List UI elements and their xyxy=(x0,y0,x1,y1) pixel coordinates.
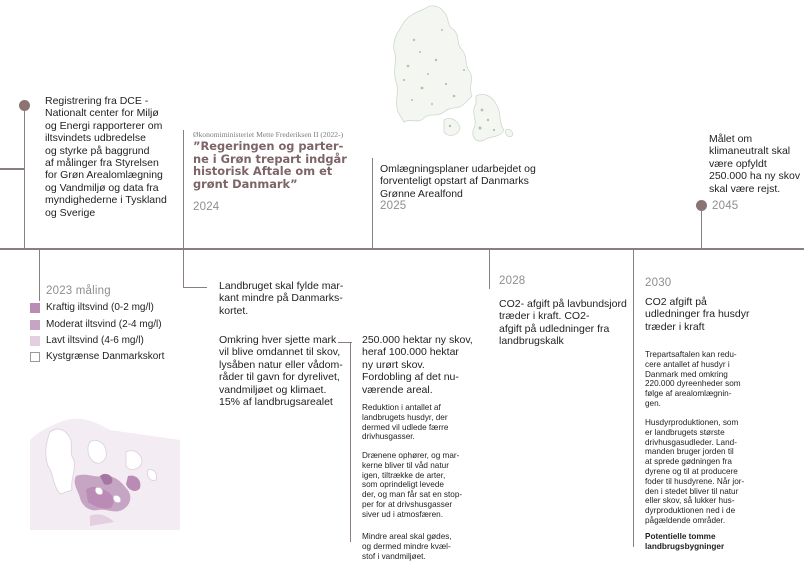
legend-label-kraftig: Kraftig iltsvind (0-2 mg/l) xyxy=(46,302,154,313)
event-2023-text: Registrering fra DCE - Nationalt center for Miljø og Energi rapporterer om iltsvindets udbredelse og styrke på baggrund af målinger fra Styrelsen for Grøn Arealomlægning og Vandmiljø og data fra myndighederne i Tyskland og Sverige xyxy=(45,95,167,219)
legend-item-kyst xyxy=(30,351,164,362)
event-2024-below-1: Landbruget skal fylde mar- kant mindre på Danmarks- kortet. xyxy=(219,280,344,317)
forest-note-1: Reduktion i antallet af landbrugets husdyr, der dermed vil udlede færre drivhusgasser. xyxy=(362,403,449,442)
event-2028-text: CO2- afgift på lavbundsjord træder i kraft. CO2- afgift på udledninger fra landbrugskalk xyxy=(499,298,627,348)
legend-item-moderat xyxy=(30,319,162,330)
forest-note-3: Mindre areal skal gødes, og dermed mindre kvæl- stof i vandmiljøet. xyxy=(362,532,452,561)
legend-label-lavt: Lavt iltsvind (4-6 mg/l) xyxy=(46,335,144,346)
year-2028: 2028 xyxy=(499,275,526,287)
timeline-dot-2045 xyxy=(696,200,707,211)
legend-item-kraftig xyxy=(30,302,154,313)
timeline-stem-2023 xyxy=(24,110,25,249)
year-2030: 2030 xyxy=(645,277,672,289)
oxygen-depletion-map xyxy=(30,380,180,530)
forest-note-2: Drænene ophører, og mar- kerne bliver til våd natur igen, tiltrække de arter, som oprindeligt levede der, og man får sat en stop- per for at drivshusgasser siver ud i atmosfæren. xyxy=(362,451,463,519)
timeline-stem-2045 xyxy=(701,211,702,249)
legend-connector xyxy=(39,249,40,301)
event-2030-note-bold: Potentielle tomme landbrugsbygninger xyxy=(645,532,725,551)
event-2030-note-2: Husdyrproduktionen, som er landbrugets største drivhusgasudleder. Land- manden bruger jorden til at sprede gødningen fra dyrene og til at producere foder til husdyrene. Når jor- den i stedet bliver til natur eller skov, så lukker hus- dyrproduktionen ned i de pågældende områder. xyxy=(645,418,745,525)
legend-swatch-kyst xyxy=(30,352,40,362)
timeline-axis xyxy=(0,248,804,250)
event-2045-text: Målet om klimaneutralt skal være opfyldt 250.000 ha ny skov skal være rejst. xyxy=(709,133,801,195)
year-2024: 2024 xyxy=(193,201,220,213)
legend-label-kyst: Kystgrænse Danmarkskort xyxy=(46,351,165,362)
forest-text: 250.000 hektar ny skov, heraf 100.000 hektar ny urørt skov. Fordobling af det nu- værende areal. xyxy=(362,334,473,396)
event-2030-text: CO2 afgift på udledninger fra husdyr træder i kraft xyxy=(645,296,750,333)
quote-headline: ”Regeringen og parter- ne i Grøn trepart indgår historisk Aftale om et grønt Danmark” xyxy=(193,139,347,191)
legend-label-moderat: Moderat iltsvind (2-4 mg/l) xyxy=(46,319,162,330)
event-2025-text: Omlægningsplaner udarbejdet og forventeligt opstart af Danmarks Grønne Arealfond xyxy=(380,163,536,200)
denmark-forest-map xyxy=(384,0,519,150)
year-2025: 2025 xyxy=(380,200,407,212)
legend-title: 2023 måling xyxy=(46,285,111,297)
legend-item-lavt xyxy=(30,335,144,346)
timeline-stem-2028 xyxy=(489,249,490,289)
legend-swatch-lavt xyxy=(30,336,40,346)
timeline-branch-2023 xyxy=(0,168,24,170)
legend-swatch-moderat xyxy=(30,320,40,330)
quote-source: Økonomiministeriet Mette Frederiksen II (2022-) xyxy=(193,130,344,139)
event-2030-note-1: Trepartsaftalen kan redu- cere antallet af husdyr i Danmark med omkring 220.000 dyreenheder som følge af arealomlægnin- gen. xyxy=(645,350,741,408)
timeline-stem-2024 xyxy=(183,130,184,288)
forest-bracket-line xyxy=(350,342,351,542)
legend-swatch-kraftig xyxy=(30,303,40,313)
timeline-stem-2030 xyxy=(633,249,634,547)
event-2024-below-2: Omkring hver sjette mark vil blive omdannet til skov, lysåben natur eller vådom- råder til gavn for dyrelivet, vandmiljøet og klimaet. 15% af landbrugsarealet xyxy=(219,334,343,409)
timeline-stem-2025 xyxy=(372,158,373,249)
year-2045: 2045 xyxy=(712,200,739,212)
timeline-branch-2024 xyxy=(183,287,207,288)
